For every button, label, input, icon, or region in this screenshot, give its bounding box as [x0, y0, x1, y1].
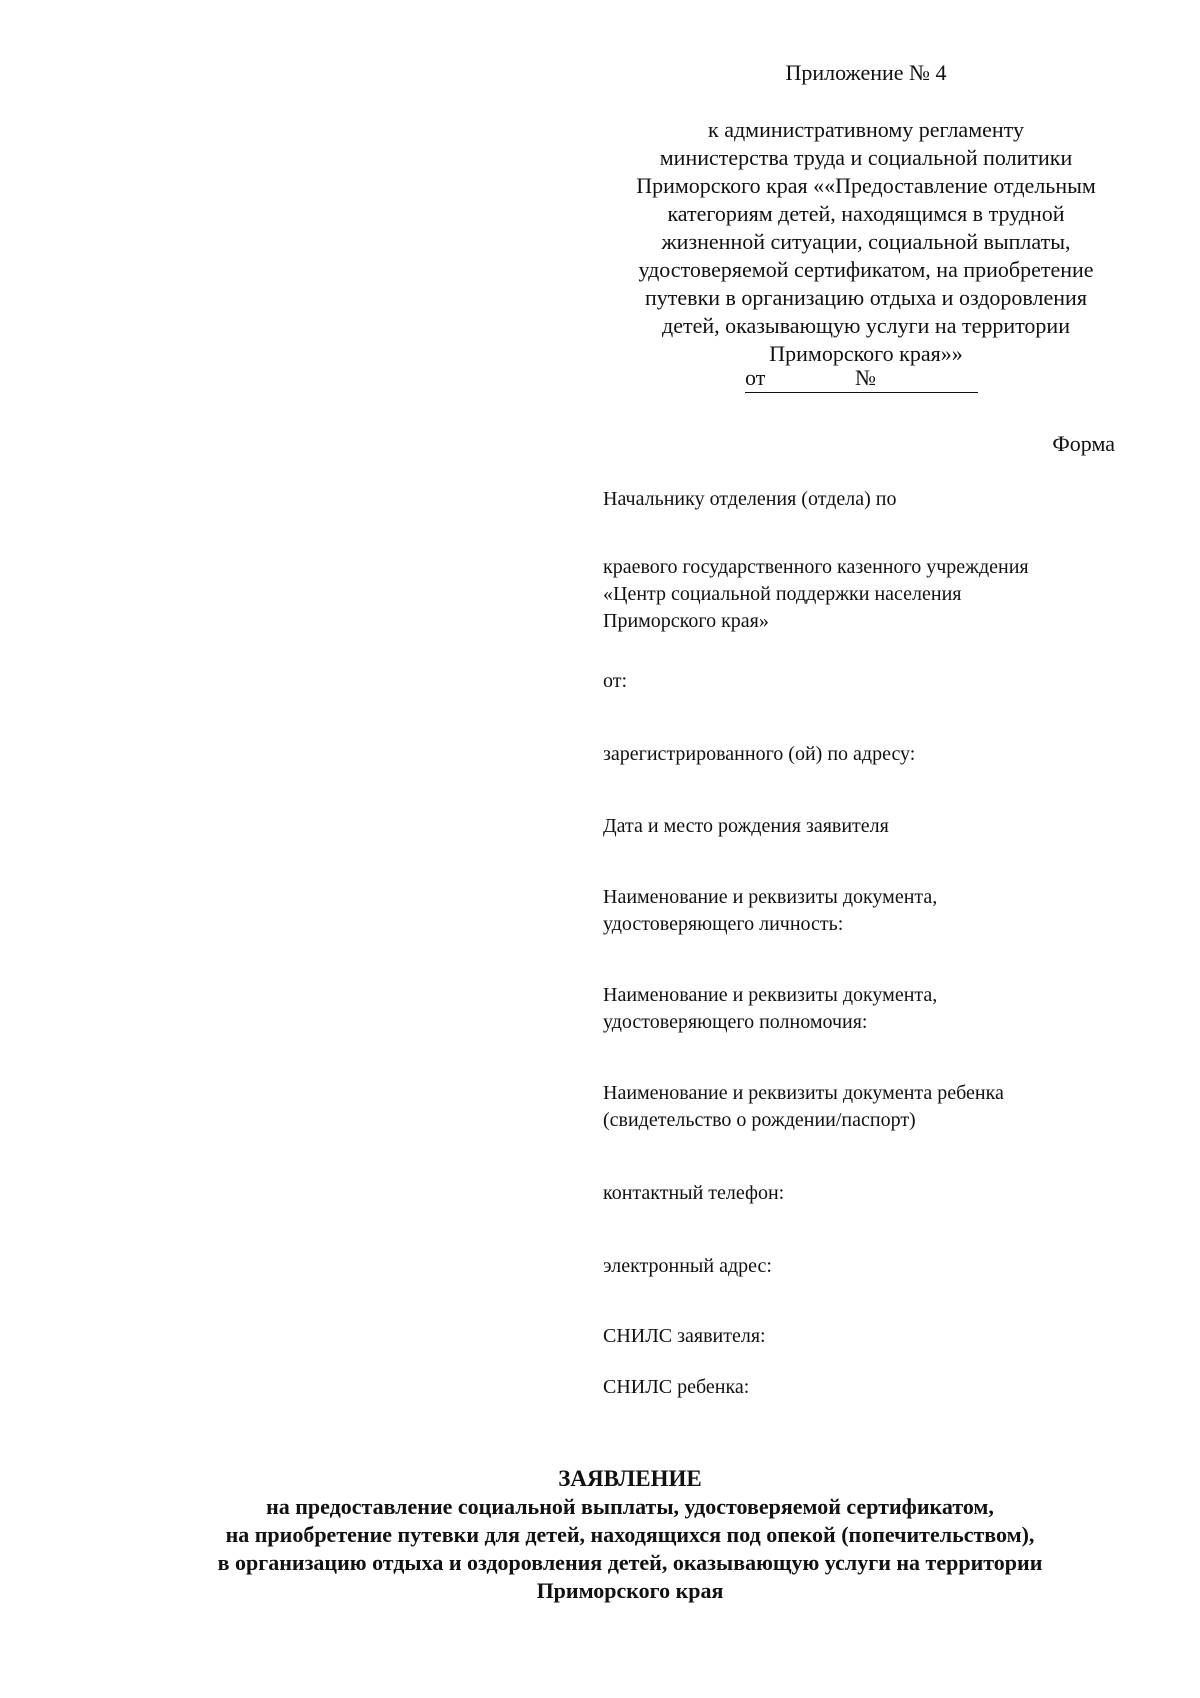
appendix-line: жизненной ситуации, социальной выплаты, [661, 229, 1071, 254]
birth-date-place-label: Дата и место рождения заявителя [603, 815, 889, 837]
phone-field[interactable] [603, 1180, 1123, 1207]
statement-subtitle-line: на приобретение путевки для детей, находящихся под опекой (попечительством), [225, 1522, 1035, 1547]
institution-line: «Центр социальной поддержки населения [603, 583, 962, 605]
form-label: Форма [1052, 431, 1115, 456]
identity-document-label: Наименование и реквизиты документа, [603, 886, 938, 908]
appendix-line: путевки в организацию отдыха и оздоровления [645, 285, 1087, 310]
registered-address-field[interactable] [603, 741, 1123, 768]
appendix-line: категориям детей, находящимся в трудной [667, 201, 1065, 226]
identity-document-label: удостоверяющего личность: [603, 913, 844, 935]
from-label: от: [603, 670, 628, 692]
addressee-head-text: Начальнику отделения (отдела) по [603, 488, 897, 510]
order-date-number-field[interactable] [745, 364, 978, 393]
child-document-label: (свидетельство о рождении/паспорт) [603, 1109, 916, 1131]
appendix-line: Приморского края ««Предоставление отдельным [636, 173, 1096, 198]
institution-line: Приморского края» [603, 610, 769, 632]
appendix-line: Приморского края»» [769, 341, 963, 366]
statement-subtitle-line: на предоставление социальной выплаты, удостоверяемой сертификатом, [266, 1494, 994, 1519]
order-number-label: № [855, 365, 876, 390]
appendix-line: к административному регламенту [708, 117, 1024, 142]
birth-date-place-field[interactable] [603, 813, 1123, 840]
snils-child-field[interactable] [603, 1374, 1123, 1401]
snils-child-label: СНИЛС ребенка: [603, 1376, 750, 1398]
phone-label: контактный телефон: [603, 1182, 785, 1204]
statement-subtitle-line: в организацию отдыха и оздоровления детей, оказывающую услуги на территории [217, 1550, 1043, 1575]
order-from-label: от [745, 365, 766, 390]
statement-subtitle-line: Приморского края [536, 1578, 724, 1603]
identity-document-field[interactable] [603, 884, 1123, 938]
authority-document-label: удостоверяющего полномочия: [603, 1011, 868, 1033]
child-document-field[interactable] [603, 1080, 1123, 1134]
child-document-label: Наименование и реквизиты документа ребенка [603, 1082, 1004, 1104]
snils-applicant-label: СНИЛС заявителя: [603, 1325, 766, 1347]
registered-address-label: зарегистрированного (ой) по адресу: [603, 743, 916, 765]
appendix-reference [596, 116, 1136, 368]
from-field[interactable] [603, 668, 1123, 695]
addressee-institution [603, 554, 1123, 635]
appendix-line: министерства труда и социальной политики [659, 145, 1073, 170]
statement-title: ЗАЯВЛЕНИЕ [558, 1466, 702, 1491]
appendix-title: Приложение № 4 [785, 60, 947, 85]
email-field[interactable] [603, 1253, 1123, 1280]
institution-line: краевого государственного казенного учреждения [603, 556, 1029, 578]
statement-title-block [0, 1465, 1200, 1605]
addressee-head [603, 486, 1123, 513]
email-label: электронный адрес: [603, 1255, 772, 1277]
appendix-line: удостоверяемой сертификатом, на приобретение [638, 257, 1094, 282]
authority-document-field[interactable] [603, 982, 1123, 1036]
appendix-line: детей, оказывающую услуги на территории [662, 313, 1070, 338]
authority-document-label: Наименование и реквизиты документа, [603, 984, 938, 1006]
snils-applicant-field[interactable] [603, 1323, 1123, 1350]
